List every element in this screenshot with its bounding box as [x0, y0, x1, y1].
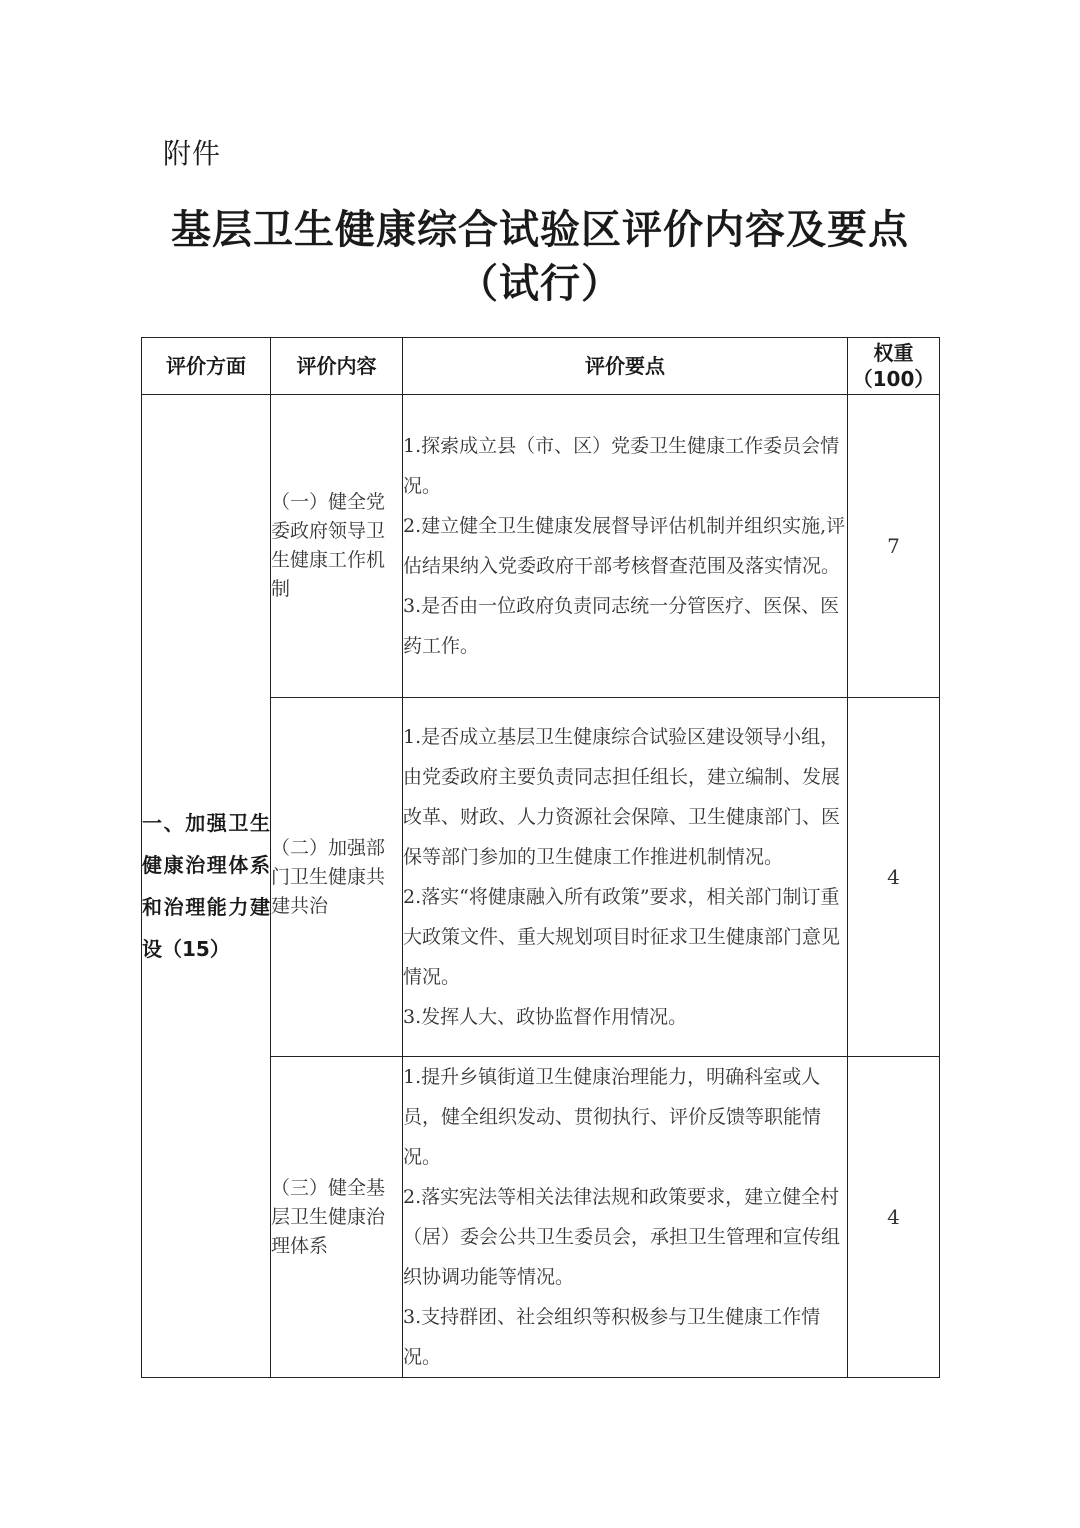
point-item: 1.提升乡镇街道卫生健康治理能力，明确科室或人员，健全组织发动、贯彻执行、评价反馈等职能情况。	[403, 1066, 822, 1168]
points-cell	[403, 698, 848, 1057]
point-item: 3.是否由一位政府负责同志统一分管医疗、医保、医药工作。	[403, 595, 840, 657]
point-item: 2.落实“将健康融入所有政策”要求，相关部门制订重大政策文件、重大规划项目时征求卫生健康部门意见情况。	[403, 886, 841, 988]
header-points: 评价要点	[403, 338, 848, 395]
header-content: 评价内容	[271, 338, 403, 395]
point-item: 2.落实宪法等相关法律法规和政策要求，建立健全村（居）委会公共卫生委员会，承担卫生管理和宣传组织协调功能等情况。	[403, 1186, 841, 1288]
attachment-label: 附件	[163, 137, 222, 170]
table-row	[142, 395, 940, 698]
weight-cell: 7	[848, 395, 940, 698]
point-item: 1.探索成立县（市、区）党委卫生健康工作委员会情况。	[403, 435, 840, 497]
content-cell: （三）健全基层卫生健康治理体系	[271, 1057, 403, 1378]
table-header-row	[142, 338, 940, 395]
document-title: 基层卫生健康综合试验区评价内容及要点	[171, 207, 909, 253]
point-item: 2.建立健全卫生健康发展督导评估机制并组织实施,评估结果纳入党委政府干部考核督查范围及落实情况。	[403, 515, 846, 577]
aspect-cell: 一、加强卫生健康治理体系和治理能力建设（15）	[142, 395, 271, 1378]
header-weight	[848, 338, 940, 395]
weight-cell: 4	[848, 698, 940, 1057]
document-subtitle: （试行）	[458, 261, 622, 307]
header-weight-label: 权重	[873, 341, 914, 365]
point-item: 1.是否成立基层卫生健康综合试验区建设领导小组，由党委政府主要负责同志担任组长，建立编制、发展改革、财政、人力资源社会保障、卫生健康部门、医保等部门参加的卫生健康工作推进机制情况。	[403, 726, 841, 868]
points-cell	[403, 1057, 848, 1378]
point-item: 3.发挥人大、政协监督作用情况。	[403, 1006, 688, 1028]
weight-cell: 4	[848, 1057, 940, 1378]
point-item: 3.支持群团、社会组织等积极参与卫生健康工作情况。	[403, 1306, 821, 1368]
content-cell: （二）加强部门卫生健康共建共治	[271, 698, 403, 1057]
points-cell	[403, 395, 848, 698]
header-weight-total: （100）	[852, 367, 935, 391]
content-cell: （一）健全党委政府领导卫生健康工作机制	[271, 395, 403, 698]
evaluation-table	[141, 337, 940, 1378]
header-aspect: 评价方面	[142, 338, 271, 395]
